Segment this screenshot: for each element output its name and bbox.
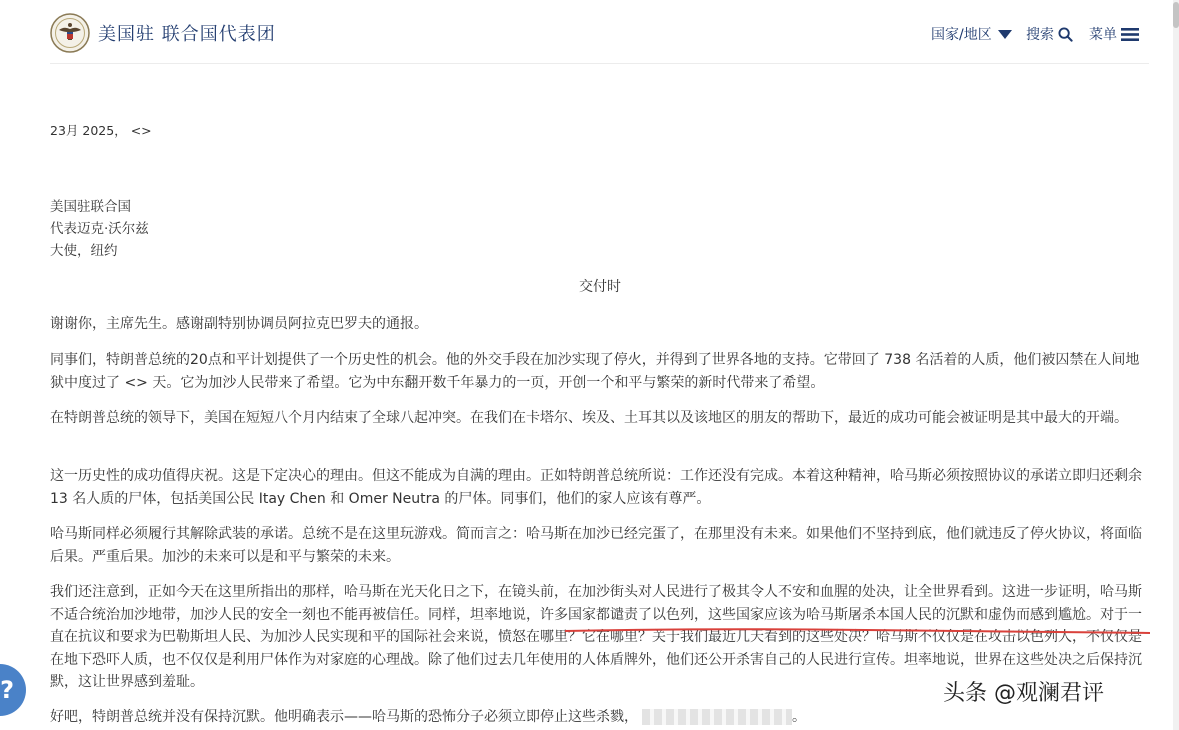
paragraph-6: 我们还注意到，正如今天在这里所指出的那样，哈马斯在光天化日之下，在镜头前，在加沙街头对人民进行了极其令人不安和血腥的处决，让全世界看到。这进一步证明，哈马斯不适合统治加沙地带，加沙人民的安全一刻也不能再被信任。同样，坦率地说，许多国家都谴责了以色列，这些国家应该为哈马斯屠杀本国人民的沉默和虚伪而感到尴尬。对于一直在抗议和要求为巴勒斯坦人民、为加沙人民实现和平的国际社会来说，愤怒在哪里？它在哪里？关于我们最近几天看到的这些处决？哈马斯不仅仅是在攻击以色列人，不仅仅是在地下恐吓人质，也不仅仅是利用尸体作为对家庭的心理战。除了他们过去几年使用的人体盾牌外，他们还公开杀害自己的人民进行宣传。坦率地说，世界在这些处决之后保持沉默，这让世界感到羞耻。	[50, 584, 1142, 690]
red-annotation-underline	[565, 626, 1150, 636]
obscured-text-region	[642, 709, 792, 725]
address-line-1: 美国驻联合国	[50, 199, 131, 215]
menu-button[interactable]	[1089, 24, 1139, 44]
scrollbar-thumb[interactable]	[1173, 2, 1179, 28]
org-name[interactable]: 美国驻 联合国代表团	[98, 24, 276, 45]
watermark-text: 头条 @观澜君评	[943, 681, 1104, 706]
search-icon	[1058, 27, 1073, 42]
paragraph-7-end: 。	[792, 709, 806, 725]
country-region-label: 国家/地区	[931, 27, 992, 43]
us-eagle-seal-icon[interactable]	[50, 13, 90, 53]
paragraph-5: 哈马斯同样必须履行其解除武装的承诺。总统不是在这里玩游戏。简而言之：哈马斯在加沙已经完蛋了，在那里没有未来。如果他们不坚持到底，他们就违反了停火协议，将面临后果。严重后果。加沙的未来可以是和平与繁荣的未来。	[50, 526, 1142, 565]
help-button[interactable]	[0, 664, 26, 716]
site-header	[0, 0, 1179, 64]
address-line-2: 代表迈克·沃尔兹	[50, 221, 149, 237]
country-region-dropdown[interactable]	[931, 24, 1012, 44]
date-suffix: <>	[130, 123, 152, 138]
date-text: 23月 2025，	[50, 123, 127, 138]
delivery-note: 交付时	[579, 279, 621, 295]
paragraph-3: 在特朗普总统的领导下，美国在短短八个月内结束了全球八起冲突。在我们在卡塔尔、埃及、土耳其以及该地区的朋友的帮助下，最近的成功可能会被证明是其中最大的开端。	[50, 410, 1128, 426]
paragraph-1: 谢谢你，主席先生。感谢副特别协调员阿拉克巴罗夫的通报。	[50, 316, 428, 332]
search-label: 搜索	[1026, 27, 1054, 43]
caret-down-icon	[998, 30, 1012, 39]
paragraph-2: 同事们，特朗普总统的20点和平计划提供了一个历史性的机会。他的外交手段在加沙实现了停火，并得到了世界各地的支持。它带回了 738 名活着的人质，他们被囚禁在人间地狱中度过了 <> 天。它为加沙人民带来了希望。它为中东翻开数千年暴力的一页，开创一个和平与繁荣的新时代带来了希望。	[50, 352, 1140, 391]
hamburger-menu-icon	[1121, 27, 1139, 42]
paragraph-7-text: 好吧，特朗普总统并没有保持沉默。他明确表示——哈马斯的恐怖分子必须立即停止这些杀戮，	[50, 709, 638, 725]
statement-date	[50, 121, 152, 139]
paragraph-7	[50, 706, 1145, 729]
scrollbar[interactable]	[1173, 0, 1179, 730]
help-icon: ?	[0, 676, 14, 704]
header-divider	[50, 63, 1149, 64]
paragraph-4: 这一历史性的成功值得庆祝。这是下定决心的理由。但这不能成为自满的理由。正如特朗普总统所说：工作还没有完成。本着这种精神，哈马斯必须按照协议的承诺立即归还剩余 13 名人质的尸体，包括美国公民 Itay Chen 和 Omer Neutra 的尸体。同事们，他们的家人应该有尊严。	[50, 468, 1142, 507]
menu-label: 菜单	[1089, 27, 1117, 43]
search-button[interactable]	[1026, 24, 1073, 44]
address-line-3: 大使，纽约	[50, 243, 118, 259]
